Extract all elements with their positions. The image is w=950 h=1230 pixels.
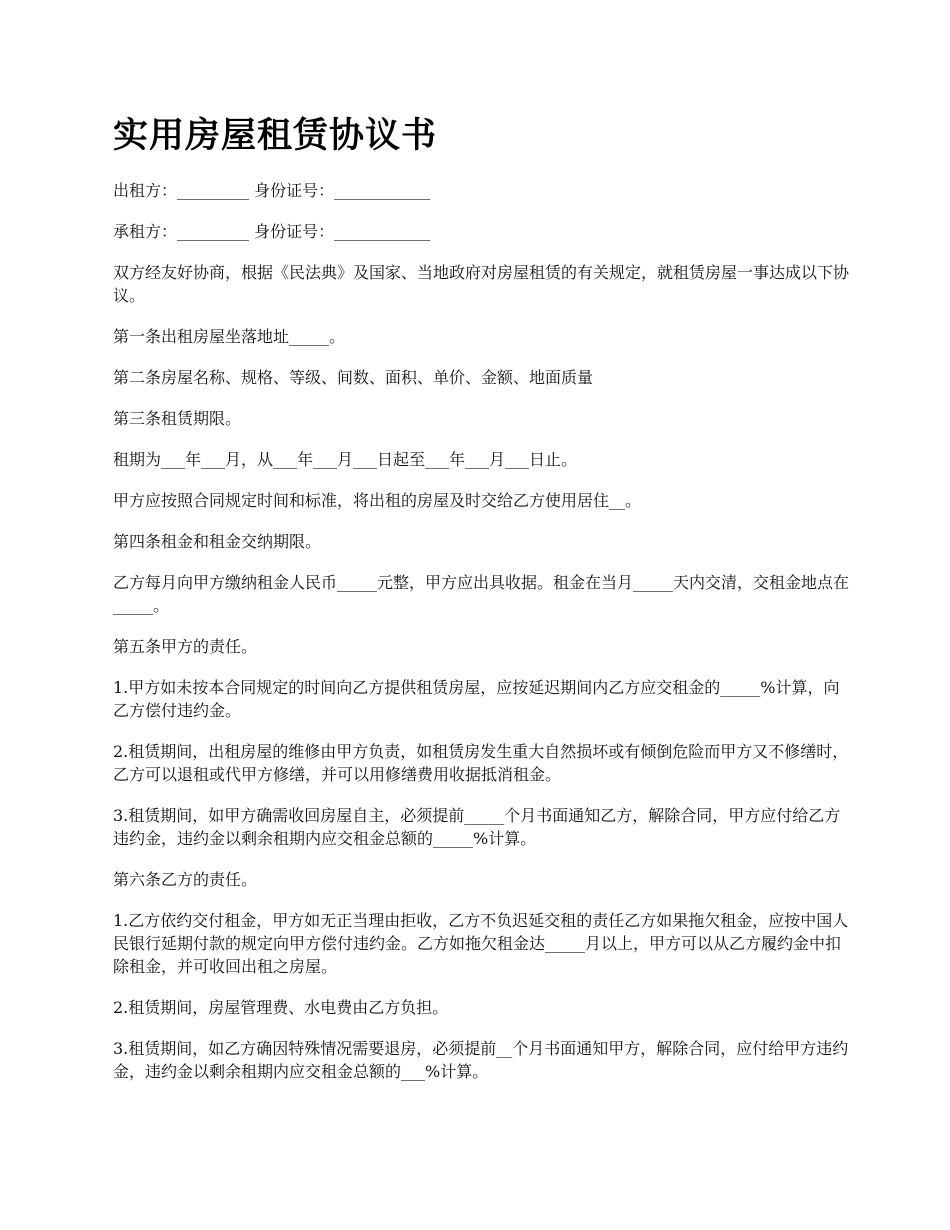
lessee-duty-2: 2.租赁期间，房屋管理费、水电费由乙方负担。 [113, 998, 449, 1017]
lessor-line: 出租方：_________ 身份证号：____________ [113, 181, 431, 200]
article-2: 第二条房屋名称、规格、等级、间数、面积、单价、金额、地面质量 [113, 368, 594, 387]
lessor-duty-3: 3.租赁期间，如甲方确需收回房屋自主，必须提前_____个月书面通知乙方，解除合同，甲方应付给乙方违约金，违约金以剩余租期内应交租金总额的_____%计算。 [113, 806, 841, 848]
lessee-duty-3: 3.租赁期间，如乙方确因特殊情况需要退房，必须提前__个月书面通知甲方，解除合同，应付给甲方违约金，违约金以剩余租期内应交租金总额的___%计算。 [113, 1039, 849, 1081]
document-page [113, 113, 853, 1101]
lessee-duty-1: 1.乙方依约交付租金，甲方如无正当理由拒收，乙方不负迟延交租的责任乙方如果拖欠租金，应按中国人民银行延期付款的规定向甲方偿付违约金。乙方如拖欠租金达_____月以上，甲方可以从乙方履约金中扣除租金，并可收回出租之房屋。 [113, 911, 849, 976]
preamble: 双方经友好协商，根据《民法典》及国家、当地政府对房屋租赁的有关规定，就租赁房屋一事达成以下协议。 [113, 263, 850, 305]
lessor-duty-2: 2.租赁期间，出租房屋的维修由甲方负责，如租赁房发生重大自然损坏或有倾倒危险而甲方又不修缮时，乙方可以退租或代甲方修缮，并可以用修缮费用收据抵消租金。 [113, 742, 849, 784]
lessee-line: 承租方：_________ 身份证号：____________ [113, 222, 431, 241]
lessor-duty-1: 1.甲方如未按本合同规定的时间向乙方提供租赁房屋，应按延迟期间内乙方应交租金的_____%计算，向乙方偿付违约金。 [113, 678, 840, 720]
lease-term: 租期为___年___月，从___年___月___日起至___年___月___日止。 [113, 450, 578, 469]
article-5-heading: 第五条甲方的责任。 [113, 637, 258, 656]
article-6-heading: 第六条乙方的责任。 [113, 870, 258, 889]
rent-payment-clause: 乙方每月向甲方缴纳租金人民币_____元整，甲方应出具收据。租金在当月_____天内交清，交租金地点在_____。 [113, 573, 850, 615]
handover-clause: 甲方应按照合同规定时间和标准，将出租的房屋及时交给乙方使用居住__。 [113, 491, 642, 510]
article-3-heading: 第三条租赁期限。 [113, 409, 242, 428]
document-title: 实用房屋租赁协议书 [113, 116, 438, 156]
article-1: 第一条出租房屋坐落地址_____。 [113, 327, 346, 346]
article-4-heading: 第四条租金和租金交纳期限。 [113, 532, 322, 551]
